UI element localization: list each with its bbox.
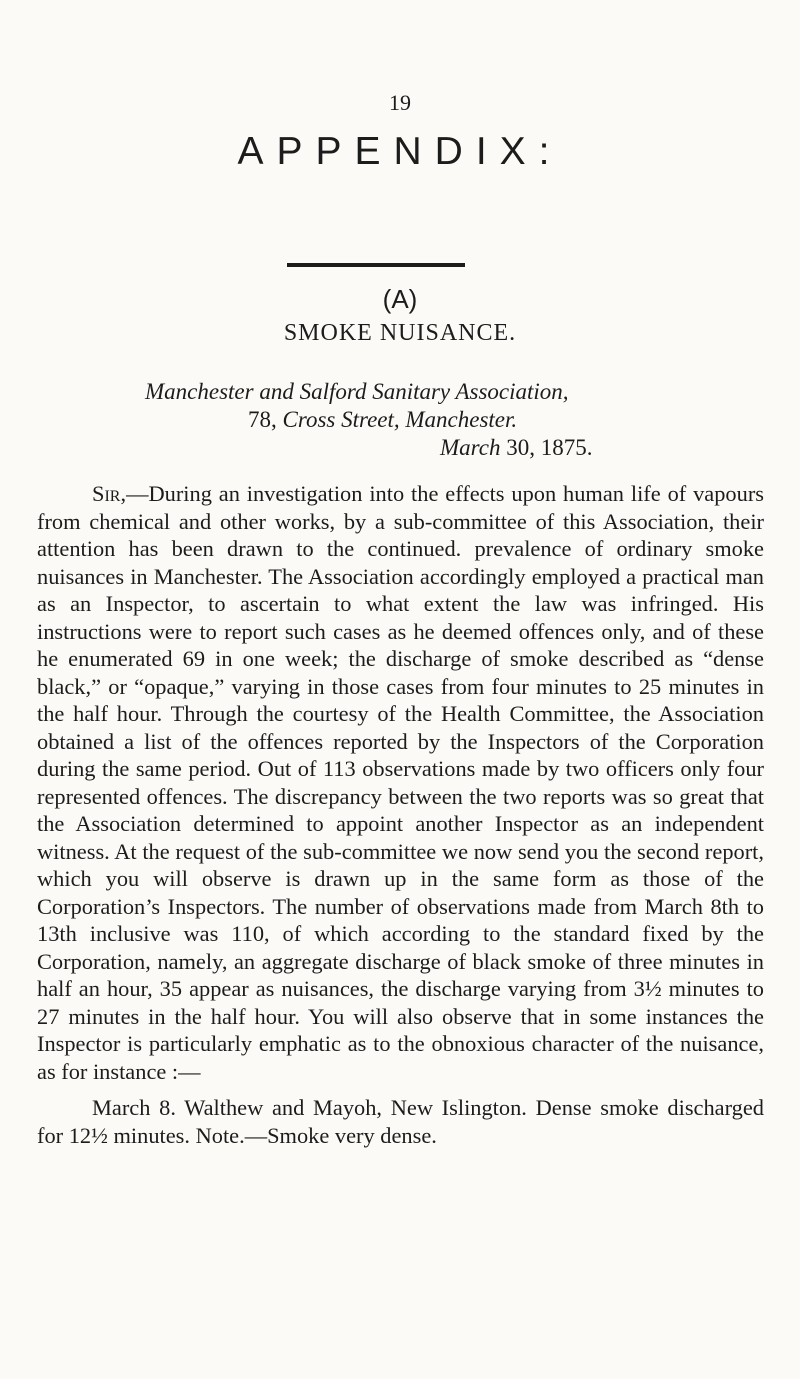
letter-paragraph: March 8. Walthew and Mayoh, New Islington. Dense smoke discharged for 12½ minutes. Note.—Smoke very dense. — [37, 1095, 764, 1148]
letter-body — [37, 480, 764, 1149]
letter-address-block — [145, 378, 765, 462]
section-title: SMOKE NUISANCE. — [283, 320, 517, 346]
section-label: (A) — [382, 284, 418, 314]
address-organization: Manchester and Salford Sanitary Association, — [145, 379, 569, 404]
address-date: March 30, 1875. — [440, 435, 593, 460]
heading-divider — [287, 263, 465, 267]
letter-paragraph: Sir,—During an investigation into the effects upon human life of vapours from chemical and other works, by a sub-committee of this Association, their attention has been drawn to the continued. prevalence of ordinary smoke nuisances in Manchester. The Association accordingly employed a practical man as an Inspector, to ascertain to what extent the law was infringed. His instructions were to report such cases as he deemed offences only, and of these he enumerated 69 in one week; the discharge of smoke described as “dense black,” or “opaque,” varying in those cases from four minutes to 25 minutes in the half hour. Through the courtesy of the Health Committee, the Association obtained a list of the offences reported by the Inspectors of the Corporation during the same period. Out of 113 observations made by two officers only four represented offences. The discrepancy between the two reports was so great that the Association determined to appoint another Inspector as an independent witness. At the request of the sub-committee we now send you the second report, which you will observe is drawn up in the same form as those of the Corporation’s Inspectors. The number of observations made from March 8th to 13th inclusive was 110, of which according to the standard fixed by the Corporation, namely, an aggregate discharge of black smoke of three minutes in half an hour, 35 appear as nuisances, the discharge varying from 3½ minutes to 27 minutes in the half hour. You will also observe that in some instances the Inspector is particularly emphatic as to the obnoxious character of the nuisance, as for instance :— — [37, 481, 764, 1084]
salutation: Sir, — [92, 481, 127, 506]
appendix-heading: APPENDIX: — [237, 130, 563, 173]
address-street: 78, Cross Street, Manchester. — [248, 407, 518, 432]
page-number: 19 — [389, 90, 411, 115]
